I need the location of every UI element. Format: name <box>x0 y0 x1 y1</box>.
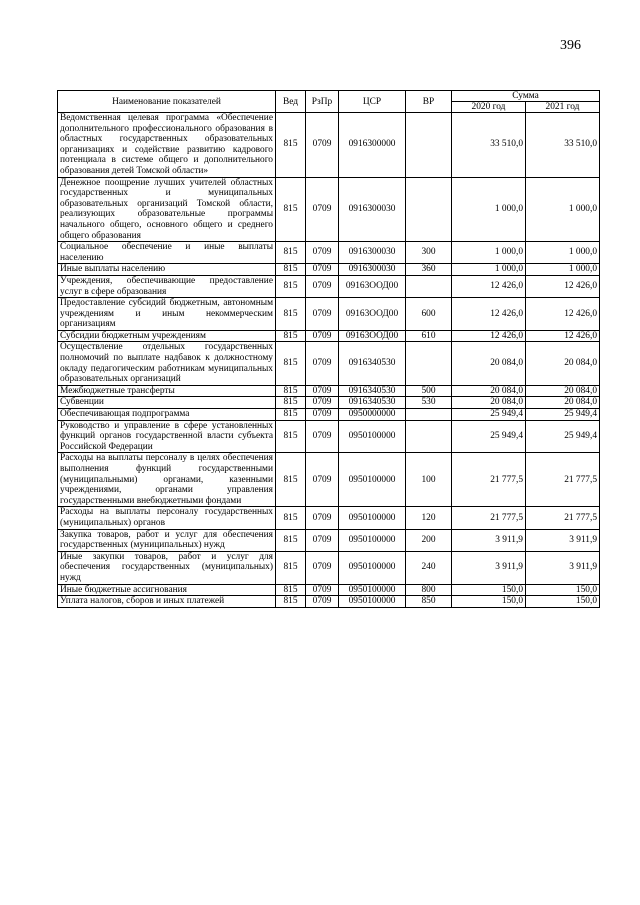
cell-2021: 21 777,5 <box>526 453 600 507</box>
cell-rzpr: 0709 <box>306 409 339 421</box>
cell-csr: 0950000000 <box>339 409 406 421</box>
cell-csr: 0916340530 <box>339 342 406 385</box>
cell-2021: 25 949,4 <box>526 409 600 421</box>
cell-ved: 815 <box>276 420 306 453</box>
cell-ved: 815 <box>276 397 306 409</box>
cell-ved: 815 <box>276 298 306 331</box>
cell-name: Социальное обеспечение и иные выплаты населению <box>58 242 276 264</box>
cell-csr: 0916300030 <box>339 264 406 276</box>
cell-2020: 150,0 <box>452 596 526 608</box>
cell-name: Уплата налогов, сборов и иных платежей <box>58 596 276 608</box>
cell-rzpr: 0709 <box>306 275 339 297</box>
cell-name: Иные выплаты населению <box>58 264 276 276</box>
cell-name: Субвенции <box>58 397 276 409</box>
table-row <box>58 242 600 264</box>
table-row <box>58 385 600 397</box>
table-row <box>58 330 600 342</box>
table-row <box>58 275 600 297</box>
cell-rzpr: 0709 <box>306 420 339 453</box>
cell-csr: 0950100000 <box>339 551 406 584</box>
cell-ved: 815 <box>276 177 306 242</box>
cell-rzpr: 0709 <box>306 177 339 242</box>
cell-rzpr: 0709 <box>306 529 339 551</box>
cell-csr: 09163ООД00 <box>339 298 406 331</box>
cell-2021: 12 426,0 <box>526 275 600 297</box>
cell-vr: 360 <box>406 264 452 276</box>
cell-ved: 815 <box>276 330 306 342</box>
cell-rzpr: 0709 <box>306 242 339 264</box>
header-ved: Вед <box>276 91 306 113</box>
cell-2021: 1 000,0 <box>526 242 600 264</box>
table-row <box>58 507 600 529</box>
cell-name: Закупка товаров, работ и услуг для обеспечения государственных (муниципальных) нужд <box>58 529 276 551</box>
cell-2020: 1 000,0 <box>452 242 526 264</box>
cell-ved: 815 <box>276 385 306 397</box>
cell-csr: 0916340530 <box>339 385 406 397</box>
cell-csr: 09163ООД00 <box>339 330 406 342</box>
table-row <box>58 453 600 507</box>
cell-csr: 09163ООД00 <box>339 275 406 297</box>
cell-name: Обеспечивающая подпрограмма <box>58 409 276 421</box>
budget-table <box>57 90 600 608</box>
cell-2021: 25 949,4 <box>526 420 600 453</box>
cell-2021: 21 777,5 <box>526 507 600 529</box>
table-row <box>58 529 600 551</box>
cell-rzpr: 0709 <box>306 397 339 409</box>
cell-rzpr: 0709 <box>306 507 339 529</box>
cell-ved: 815 <box>276 409 306 421</box>
cell-2021: 12 426,0 <box>526 298 600 331</box>
cell-vr: 850 <box>406 596 452 608</box>
header-csr: ЦСР <box>339 91 406 113</box>
table-row <box>58 409 600 421</box>
cell-rzpr: 0709 <box>306 453 339 507</box>
cell-vr <box>406 420 452 453</box>
table-row <box>58 584 600 596</box>
cell-rzpr: 0709 <box>306 385 339 397</box>
cell-vr <box>406 275 452 297</box>
cell-csr: 0916340530 <box>339 397 406 409</box>
cell-vr: 200 <box>406 529 452 551</box>
cell-vr <box>406 409 452 421</box>
cell-ved: 815 <box>276 551 306 584</box>
cell-vr <box>406 342 452 385</box>
cell-vr: 120 <box>406 507 452 529</box>
cell-2020: 12 426,0 <box>452 298 526 331</box>
cell-rzpr: 0709 <box>306 330 339 342</box>
cell-rzpr: 0709 <box>306 596 339 608</box>
cell-vr: 100 <box>406 453 452 507</box>
cell-name: Иные закупки товаров, работ и услуг для обеспечения государственных (муниципальных) нужд <box>58 551 276 584</box>
cell-ved: 815 <box>276 342 306 385</box>
cell-name: Учреждения, обеспечивающие предоставление услуг в сфере образования <box>58 275 276 297</box>
cell-ved: 815 <box>276 275 306 297</box>
cell-ved: 815 <box>276 507 306 529</box>
header-sum: Сумма <box>452 91 600 102</box>
cell-vr: 600 <box>406 298 452 331</box>
cell-vr: 300 <box>406 242 452 264</box>
cell-ved: 815 <box>276 113 306 178</box>
cell-2020: 3 911,9 <box>452 551 526 584</box>
cell-name: Осуществление отдельных государственных полномочий по выплате надбавок к должностному окладу педагогическим работникам муниципальных образовательных организаций <box>58 342 276 385</box>
cell-2021: 12 426,0 <box>526 330 600 342</box>
cell-2021: 20 084,0 <box>526 397 600 409</box>
cell-2020: 12 426,0 <box>452 330 526 342</box>
cell-csr: 0916300030 <box>339 242 406 264</box>
cell-rzpr: 0709 <box>306 298 339 331</box>
cell-2020: 1 000,0 <box>452 177 526 242</box>
cell-csr: 0950100000 <box>339 596 406 608</box>
table-row <box>58 342 600 385</box>
cell-ved: 815 <box>276 242 306 264</box>
cell-2020: 33 510,0 <box>452 113 526 178</box>
cell-csr: 0950100000 <box>339 529 406 551</box>
table-body <box>58 113 600 608</box>
cell-2020: 20 084,0 <box>452 342 526 385</box>
cell-ved: 815 <box>276 584 306 596</box>
cell-2020: 150,0 <box>452 584 526 596</box>
cell-csr: 0950100000 <box>339 420 406 453</box>
table-row <box>58 420 600 453</box>
cell-2020: 20 084,0 <box>452 397 526 409</box>
cell-name: Расходы на выплаты персоналу в целях обеспечения выполнения функций государственными (муниципальными) органами, казенными учреждениями, органами управления государственными внебюджетными фондами <box>58 453 276 507</box>
cell-vr: 610 <box>406 330 452 342</box>
cell-csr: 0950100000 <box>339 507 406 529</box>
cell-name: Межбюджетные трансферты <box>58 385 276 397</box>
cell-rzpr: 0709 <box>306 342 339 385</box>
cell-vr <box>406 177 452 242</box>
cell-name: Субсидии бюджетным учреждениям <box>58 330 276 342</box>
header-vr: ВР <box>406 91 452 113</box>
table-row <box>58 264 600 276</box>
cell-2021: 20 084,0 <box>526 385 600 397</box>
cell-vr: 800 <box>406 584 452 596</box>
cell-ved: 815 <box>276 453 306 507</box>
cell-rzpr: 0709 <box>306 264 339 276</box>
table-row <box>58 298 600 331</box>
cell-rzpr: 0709 <box>306 113 339 178</box>
cell-2021: 1 000,0 <box>526 177 600 242</box>
cell-csr: 0950100000 <box>339 584 406 596</box>
header-name: Наименование показателей <box>58 91 276 113</box>
cell-2020: 25 949,4 <box>452 420 526 453</box>
cell-vr <box>406 113 452 178</box>
page-number: 396 <box>560 38 581 53</box>
cell-2021: 3 911,9 <box>526 551 600 584</box>
cell-name: Денежное поощрение лучших учителей областных государственных и муниципальных образовательных организаций Томской области, реализующих образовательные программы начального общего, основного общего и среднего общего образования <box>58 177 276 242</box>
table-row <box>58 113 600 178</box>
cell-name: Ведомственная целевая программа «Обеспечение дополнительного профессионального образования в областных государственных образовательных организациях и содействие развитию кадрового потенциала в системе общего и дополнительного образования детей Томской области» <box>58 113 276 178</box>
cell-2020: 1 000,0 <box>452 264 526 276</box>
cell-2021: 1 000,0 <box>526 264 600 276</box>
cell-rzpr: 0709 <box>306 584 339 596</box>
table-row <box>58 177 600 242</box>
cell-ved: 815 <box>276 264 306 276</box>
table-row <box>58 397 600 409</box>
cell-csr: 0950100000 <box>339 453 406 507</box>
cell-name: Предоставление субсидий бюджетным, автономным учреждениям и иным некоммерческим организациям <box>58 298 276 331</box>
cell-ved: 815 <box>276 529 306 551</box>
cell-name: Расходы на выплаты персоналу государственных (муниципальных) органов <box>58 507 276 529</box>
header-rzpr: РзПр <box>306 91 339 113</box>
header-year-2021: 2021 год <box>526 102 600 113</box>
cell-vr: 240 <box>406 551 452 584</box>
table-row <box>58 551 600 584</box>
cell-csr: 0916300030 <box>339 177 406 242</box>
cell-name: Иные бюджетные ассигнования <box>58 584 276 596</box>
cell-2020: 20 084,0 <box>452 385 526 397</box>
cell-2021: 150,0 <box>526 596 600 608</box>
cell-2021: 20 084,0 <box>526 342 600 385</box>
cell-vr: 500 <box>406 385 452 397</box>
cell-name: Руководство и управление в сфере установленных функций органов государственной власти субъекта Российской Федерации <box>58 420 276 453</box>
cell-2020: 25 949,4 <box>452 409 526 421</box>
cell-2021: 150,0 <box>526 584 600 596</box>
cell-2020: 3 911,9 <box>452 529 526 551</box>
cell-rzpr: 0709 <box>306 551 339 584</box>
cell-2020: 21 777,5 <box>452 507 526 529</box>
cell-vr: 530 <box>406 397 452 409</box>
header-row <box>58 91 600 102</box>
cell-2021: 3 911,9 <box>526 529 600 551</box>
cell-2021: 33 510,0 <box>526 113 600 178</box>
cell-2020: 21 777,5 <box>452 453 526 507</box>
cell-csr: 0916300000 <box>339 113 406 178</box>
cell-ved: 815 <box>276 596 306 608</box>
header-year-2020: 2020 год <box>452 102 526 113</box>
cell-2020: 12 426,0 <box>452 275 526 297</box>
table-row <box>58 596 600 608</box>
